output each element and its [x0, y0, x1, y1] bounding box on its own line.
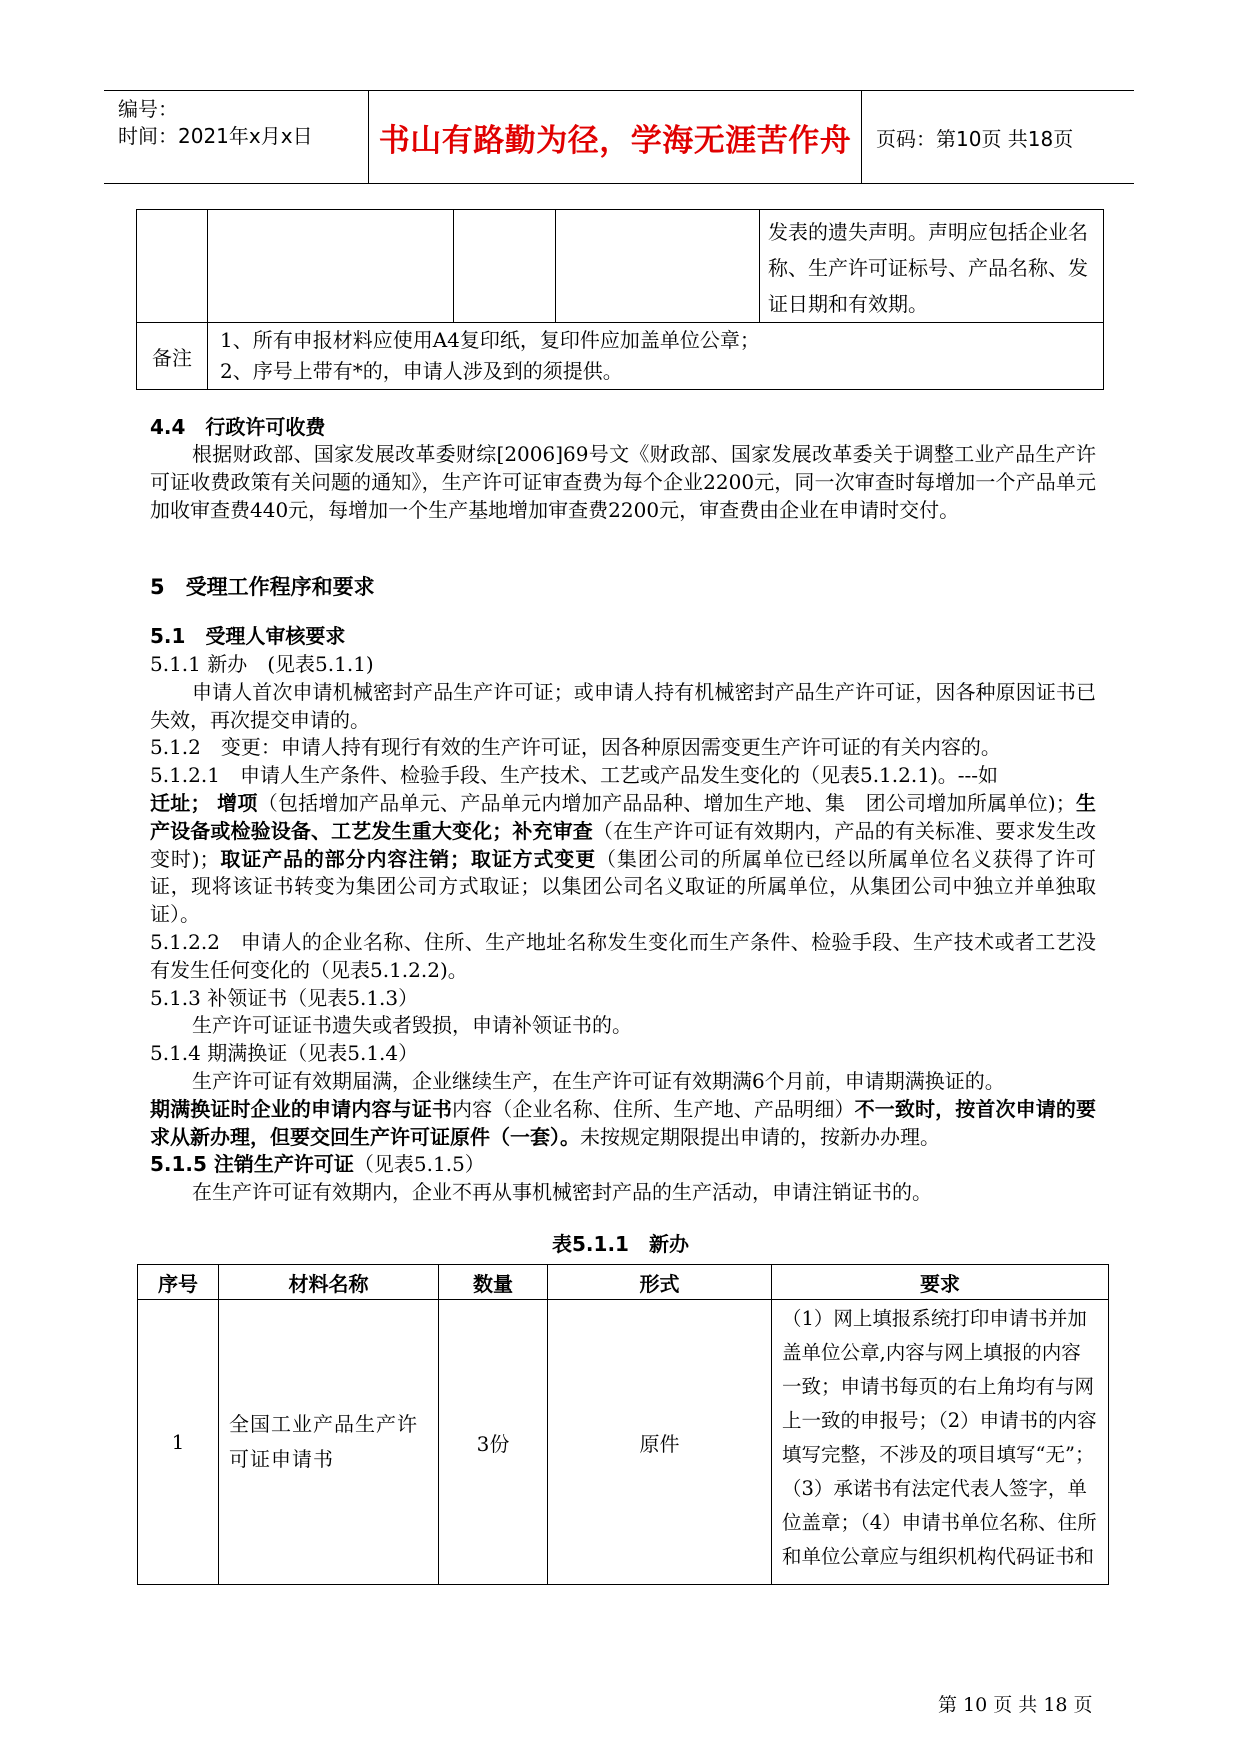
table-cell	[137, 210, 208, 323]
section-5-1-heading: 5.1 受理人审核要求	[150, 624, 346, 648]
section-4-4-heading: 4.4 行政许可收费	[150, 415, 326, 439]
section-4-4-body: 根据财政部、国家发展改革委财综[2006]69号文《财政部、国家发展改革委关于调整工业产品生产许可证收费政策有关问题的通知》，生产许可证审查费为每个企业2200元，同一次审查时每增加一个产品单元加收审查费440元，每增加一个生产基地增加审查费2200元，审查费由企业在申请时交付。	[150, 442, 1096, 522]
cell-qty: 3份	[439, 1300, 548, 1585]
col-header-name: 材料名称	[219, 1265, 439, 1300]
s5121-supp-desc: （在生产许可证有效期内，产品的有关标准、要求发生改变时)；	[150, 818, 1097, 871]
s5121-mode: 取证方式变更	[469, 846, 597, 871]
header-info-cell	[104, 91, 369, 183]
table-cell	[454, 210, 556, 323]
s511-body: 申请人首次申请机械密封产品生产许可证；或申请人持有机械密封产品生产许可证，因各种原因证书已失效，再次提交申请的。	[150, 679, 1096, 732]
s5121-add: 增项	[217, 790, 258, 815]
s514-bold-1: 期满换证时企业的申请内容与证书	[150, 1096, 452, 1121]
page-footer: 第 10 页 共 18 页	[938, 1694, 1093, 1716]
table-caption: 表5.1.1 新办	[552, 1232, 689, 1256]
s5121-supp: 补充审查	[512, 818, 593, 843]
s514-bold-2: 不一致时，按首次申请的要求从新办理，但要交回生产许可证原件（一套）。	[150, 1096, 1097, 1149]
number-label: 编号：	[118, 97, 178, 121]
table-row	[138, 1300, 1109, 1585]
s5121-intro: 5.1.2.1 申请人生产条件、检验手段、生产技术、工艺或产品发生变化的（见表5.1.2.1)。---如	[150, 763, 999, 788]
table-header-row	[138, 1265, 1109, 1300]
continued-table	[136, 209, 1104, 390]
page-header	[104, 90, 1134, 184]
s5121-move: 迁址	[150, 790, 191, 815]
header-page-cell	[862, 91, 1134, 183]
s515-title	[150, 1151, 1096, 1179]
s5121-sep: ；	[492, 818, 513, 843]
cell-form: 原件	[548, 1300, 772, 1585]
s5121-paragraph	[150, 762, 1096, 929]
cell-no: 1	[138, 1300, 219, 1585]
note-label: 备注	[137, 323, 208, 390]
cell-req: （1）网上填报系统打印申请书并加盖单位公章,内容与网上填报的内容一致；申请书每页的右上角均有与网上一致的申报号；（2）申请书的内容填写完整，不涉及的项目填写“无”；（3）承诺书有法定代表人签字，单位盖章；（4）申请书单位名称、住所和单位公章应与组织机构代码证书和	[772, 1300, 1109, 1585]
s515-title-bold: 5.1.5 注销生产许可证	[150, 1152, 354, 1177]
col-header-req: 要求	[772, 1265, 1109, 1300]
section-5-heading: 5 受理工作程序和要求	[150, 575, 375, 599]
s514-body: 生产许可证有效期届满，企业继续生产，在生产许可证有效期满6个月前，申请期满换证的。	[192, 1068, 1005, 1093]
s513-title: 5.1.3 补领证书（见表5.1.3）	[150, 985, 419, 1010]
s511-title: 5.1.1 新办 (见表5.1.1)	[150, 652, 374, 676]
note-line-2: 2、序号上带有*的，申请人涉及到的须提供。	[220, 359, 623, 383]
s514-renewal	[150, 1096, 1096, 1152]
requirement-cell: 发表的遗失声明。声明应包括企业名称、生产许可证标号、产品名称、发证日期和有效期。	[760, 210, 1104, 323]
note-cell	[208, 323, 1104, 390]
table-row	[137, 210, 1104, 323]
table-cell	[208, 210, 454, 323]
s513-body: 生产许可证证书遗失或者毁损，申请补领证书的。	[192, 1013, 632, 1038]
s5121-equip: 生产设备或检验设备、工艺发生重大变化	[150, 790, 1097, 843]
new-application-table	[137, 1264, 1109, 1585]
header-page-number: 页码：第10页 共18页	[876, 126, 1074, 151]
header-motto-cell	[369, 91, 862, 183]
s5121-sep: ；	[190, 790, 211, 815]
s514-tail: 未按规定期限提出申请的，按新办办理。	[580, 1124, 940, 1149]
s514-title: 5.1.4 期满换证（见表5.1.4）	[150, 1041, 419, 1066]
s5122-text: 5.1.2.2 申请人的企业名称、住所、生产地址名称发生变化而生产条件、检验手段、生产技术或者工艺没有发生任何变化的（见表5.1.2.2)。	[150, 929, 1096, 982]
cell-name: 全国工业产品生产许可证申请书	[219, 1300, 439, 1585]
time-label: 时间：2021年x月x日	[118, 124, 313, 148]
s514-content: 内容（企业名称、住所、生产地、产品明细）	[451, 1096, 855, 1121]
note-line-1: 1、所有申报材料应使用A4复印纸，复印件应加盖单位公章；	[220, 328, 760, 352]
col-header-no: 序号	[138, 1265, 219, 1300]
col-header-form: 形式	[548, 1265, 772, 1300]
section-5-1-content	[150, 651, 1096, 1207]
s5121-add-desc: （包括增加产品单元、产品单元内增加产品品种、增加生产地、集 团公司增加所属单位)；	[257, 790, 1076, 815]
motto-text: 书山有路勤为径，学海无涯苦作舟	[378, 122, 852, 159]
s515-body: 在生产许可证有效期内，企业不再从事机械密封产品的生产活动，申请注销证书的。	[192, 1180, 932, 1205]
table-cell	[556, 210, 760, 323]
col-header-qty: 数量	[439, 1265, 548, 1300]
s5121-mode-desc: （集团公司的所属单位已经以所属单位名义获得了许可证，现将该证书转变为集团公司方式取证；以集团公司名义取证的所属单位，从集团公司中独立并单独取证）。	[150, 846, 1097, 927]
s515-title-ref: （见表5.1.5）	[353, 1152, 485, 1177]
s5121-cancel: 取证产品的部分内容注销	[219, 846, 450, 871]
s5121-sep: ；	[449, 846, 470, 871]
table-row	[137, 323, 1104, 390]
s512-text: 5.1.2 变更：申请人持有现行有效的生产许可证，因各种原因需变更生产许可证的有关内容的。	[150, 735, 1001, 760]
